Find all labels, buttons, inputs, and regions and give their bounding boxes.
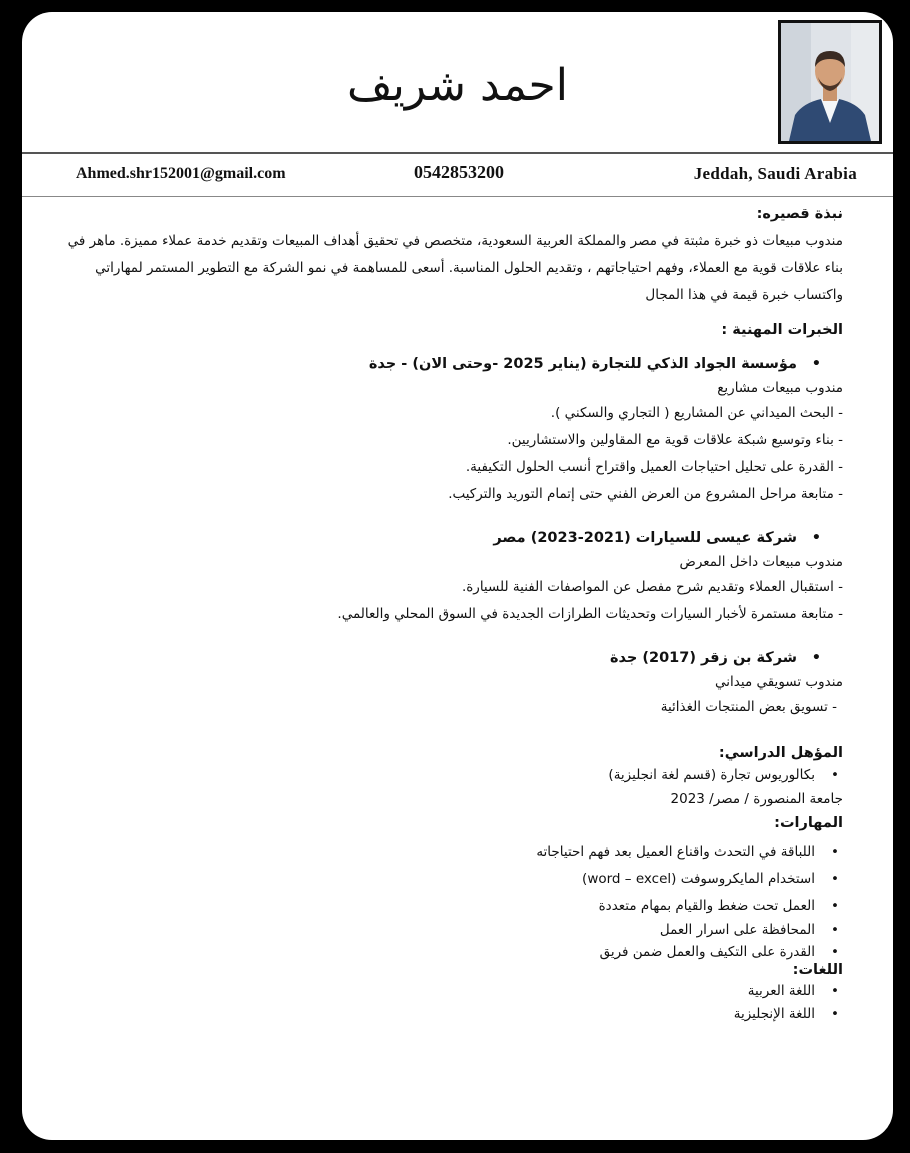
university: جامعة المنصورة / مصر/ 2023 bbox=[670, 791, 843, 807]
header-divider bbox=[22, 152, 893, 154]
resume-page bbox=[22, 12, 893, 1140]
summary-text: مندوب مبيعات ذو خبرة مثبتة في مصر والمملكة العربية السعودية، متخصص في تحقيق أهداف المبيعات وتقديم خدمة عملاء مميزة. ماهر في بناء علاقات قوية مع العملاء، وفهم احتياجاتهم ، وتقديم الحلول المناسبة. أسعى للمساهمة في نمو الشركة مع التطوير المستمر لمهاراتي واكتساب خبرة قيمة في هذا المجال bbox=[67, 233, 843, 303]
candidate-name: احمد شريف bbox=[347, 60, 568, 111]
duty-item: - متابعة مستمرة لأخبار السيارات وتحديثات الطرازات الجديدة في السوق المحلي والعالمي. bbox=[337, 606, 843, 622]
job-role: مندوب تسويقي ميداني bbox=[715, 674, 843, 690]
duty-item: - البحث الميداني عن المشاريع ( التجاري والسكني ). bbox=[550, 405, 843, 421]
skill-item: • اللباقة في التحدث واقناع العميل بعد فهم احتياجاته bbox=[58, 839, 843, 866]
duty-item: - استقبال العملاء وتقديم شرح مفصل عن المواصفات الفنية للسيارة. bbox=[461, 579, 843, 595]
duty-item: - متابعة مراحل المشروع من العرض الفني حتى إتمام التوريد والتركيب. bbox=[448, 486, 843, 502]
job-role: مندوب مبيعات داخل المعرض bbox=[679, 554, 843, 570]
job-title: • شركة عيسى للسيارات (2021-2023) مصر bbox=[58, 530, 825, 546]
skill-item: • استخدام المايكروسوفت (word – excel) bbox=[58, 866, 843, 893]
job-entry bbox=[58, 650, 843, 721]
languages-heading: اللغات: bbox=[792, 962, 843, 978]
job-title: • مؤسسة الجواد الذكي للتجارة (يناير 2025 -وحتى الان) - جدة bbox=[58, 356, 825, 372]
language-item: • اللغة الإنجليزية bbox=[58, 1003, 843, 1026]
email-address: Ahmed.shr152001@gmail.com bbox=[76, 165, 286, 182]
job-duties bbox=[58, 400, 843, 508]
skill-item: • القدرة على التكيف والعمل ضمن فريق bbox=[58, 940, 843, 964]
location: Jeddah, Saudi Arabia bbox=[693, 164, 857, 183]
summary-heading: نبذة قصيره: bbox=[756, 206, 843, 222]
skill-item: • العمل تحت ضغط والقيام بمهام متعددة bbox=[58, 893, 843, 920]
languages-list bbox=[58, 980, 843, 1026]
job-title: • شركة بن زقر (2017) جدة bbox=[58, 650, 825, 666]
education-list bbox=[58, 767, 843, 783]
resume-content bbox=[58, 202, 843, 1026]
skill-item: • المحافظة على اسرار العمل bbox=[58, 920, 843, 940]
experience-heading: الخبرات المهنية : bbox=[721, 322, 843, 338]
job-duties bbox=[58, 694, 843, 721]
language-item: • اللغة العربية bbox=[58, 980, 843, 1003]
job-entry bbox=[58, 530, 843, 628]
education-heading: المؤهل الدراسي: bbox=[718, 745, 843, 761]
degree: • بكالوريوس تجارة (قسم لغة انجليزية) bbox=[58, 767, 843, 783]
duty-item: - بناء وتوسيع شبكة علاقات قوية مع المقاولين والاستشاريين. bbox=[507, 432, 843, 448]
duty-item: - القدرة على تحليل احتياجات العميل واقتراح أنسب الحلول التكيفية. bbox=[465, 459, 843, 475]
job-entry bbox=[58, 356, 843, 508]
contact-divider bbox=[22, 196, 893, 197]
skills-heading: المهارات: bbox=[774, 815, 843, 831]
job-role: مندوب مبيعات مشاريع bbox=[717, 380, 843, 396]
duty-item: - تسويق بعض المنتجات الغذائية bbox=[660, 699, 837, 715]
skills-list bbox=[58, 839, 843, 964]
phone-number: 0542853200 bbox=[414, 162, 504, 182]
job-duties bbox=[58, 574, 843, 628]
